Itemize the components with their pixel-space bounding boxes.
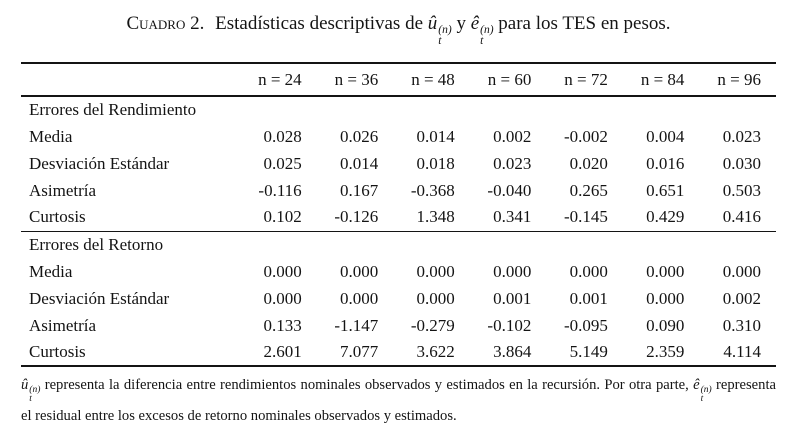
u-hat-scripts: [29, 386, 40, 404]
table-cell: 0.016: [646, 153, 685, 173]
empty-corner-cell: [21, 63, 240, 96]
table-cell: 0.000: [493, 261, 532, 281]
caption-text-after: para los TES en pesos.: [498, 13, 671, 34]
e-hat-subscript: t: [700, 394, 704, 404]
u-hat-symbol: [21, 373, 40, 404]
table-row: [21, 177, 776, 204]
table-cell: 0.429: [646, 207, 685, 227]
row-label: Curtosis: [29, 207, 86, 227]
table-cell: 0.023: [722, 126, 761, 146]
table-cell: 4.114: [723, 342, 761, 361]
footnote-text-2: representa el residual entre los excesos de retorno nominales observados y estimados.: [21, 377, 776, 424]
row-label: Media: [29, 261, 73, 281]
footnote-text-1: representa la diferencia entre rendimientos nominales observados y estimados en la recursión. Por otra parte,: [44, 377, 689, 393]
u-hat-superscript: (n): [29, 385, 41, 395]
table-cell: 0.090: [646, 315, 685, 335]
col-header-n96: n = 96: [717, 69, 761, 89]
table-cell: 0.004: [646, 126, 685, 146]
table-row: [21, 204, 776, 231]
table-cell: 0.023: [493, 153, 532, 173]
table-cell: 0.026: [339, 126, 379, 146]
table-cell: -0.368: [410, 180, 455, 200]
col-header-n60: n = 60: [487, 69, 532, 89]
e-hat-symbol: [693, 373, 712, 404]
table-cell: 0.265: [569, 180, 608, 200]
u-hat-subscript: t: [438, 35, 442, 47]
table-cell: 0.018: [416, 153, 455, 173]
table-cell: 0.014: [416, 126, 455, 146]
table-cell: 0.310: [722, 315, 761, 335]
table-cell: 0.000: [263, 288, 302, 308]
caption-label: Cuadro 2.: [126, 13, 205, 34]
table-cell: 0.341: [493, 207, 532, 227]
table-cell: 0.002: [493, 126, 532, 146]
row-label: Curtosis: [29, 342, 86, 361]
table-cell: 0.416: [722, 207, 761, 227]
e-hat-scripts: [701, 386, 712, 404]
table-cell: 0.000: [646, 288, 685, 308]
table-cell: 0.000: [722, 261, 761, 281]
col-header-n48: n = 48: [411, 69, 455, 89]
table-cell: 0.001: [569, 288, 608, 308]
table-row: [21, 150, 776, 177]
table-cell: 7.077: [339, 342, 379, 361]
table-cell: 0.503: [722, 180, 761, 200]
row-label: Asimetría: [29, 180, 97, 200]
table-footnote: [21, 373, 776, 429]
table-cell: 0.102: [263, 207, 302, 227]
col-header-n72: n = 72: [564, 69, 608, 89]
col-header-n84: n = 84: [640, 69, 685, 89]
section-title-retorno: Errores del Retorno: [29, 234, 164, 254]
table-cell: 0.000: [339, 261, 379, 281]
table-cell: 0.000: [646, 261, 685, 281]
e-hat-superscript: (n): [700, 385, 712, 395]
table-cell: 0.000: [416, 288, 455, 308]
table-header-row: [21, 63, 776, 96]
table-cell: 2.601: [263, 342, 302, 361]
table-cell: 3.864: [493, 342, 532, 361]
table-row: [21, 285, 776, 312]
table-cell: 0.651: [646, 180, 685, 200]
section-header-row: [21, 231, 776, 258]
table-row: [21, 258, 776, 285]
u-hat-subscript: t: [29, 394, 32, 404]
u-hat-symbol: [428, 11, 452, 47]
e-hat-symbol: [471, 11, 494, 47]
table-row: [21, 123, 776, 150]
table-cell: 0.002: [722, 288, 761, 308]
table-cell: -0.102: [487, 315, 532, 335]
table-row: [21, 312, 776, 339]
row-label: Desviación Estándar: [29, 288, 170, 308]
section-header-row: [21, 96, 776, 123]
e-hat-base: ê: [470, 13, 480, 34]
table-cell: -0.145: [563, 207, 608, 227]
table-cell: -0.126: [334, 207, 379, 227]
table-cell: 0.167: [339, 180, 379, 200]
table-cell: -0.116: [258, 180, 302, 200]
paper-page: [0, 11, 797, 429]
table-cell: -1.147: [334, 315, 379, 335]
table-caption: [21, 11, 776, 47]
col-header-n36: n = 36: [334, 69, 379, 89]
u-hat-base: û: [21, 377, 29, 393]
table-cell: -0.095: [563, 315, 608, 335]
table-cell: 0.133: [263, 315, 302, 335]
table-cell: 0.025: [263, 153, 302, 173]
row-label: Media: [29, 126, 73, 146]
table-cell: -0.002: [563, 126, 608, 146]
e-hat-superscript: (n): [480, 24, 494, 36]
section-title-rendimiento: Errores del Rendimiento: [29, 100, 197, 119]
table-cell: 0.020: [569, 153, 608, 173]
u-hat-scripts: [438, 25, 451, 47]
row-label: Asimetría: [29, 315, 97, 335]
table-cell: 3.622: [416, 342, 455, 361]
table-cell: 0.000: [263, 261, 302, 281]
table-cell: 0.028: [263, 126, 302, 146]
caption-conjunction: y: [456, 13, 466, 34]
table-cell: 0.001: [493, 288, 532, 308]
table-cell: 0.000: [416, 261, 455, 281]
table-cell: -0.040: [487, 180, 532, 200]
table-cell: 0.014: [339, 153, 379, 173]
table-cell: 2.359: [646, 342, 685, 361]
caption-text-before: Estadísticas descriptivas de: [215, 13, 424, 34]
table-cell: 0.000: [339, 288, 379, 308]
col-header-n24: n = 24: [258, 69, 302, 89]
table-cell: 0.000: [569, 261, 608, 281]
table-cell: -0.279: [410, 315, 455, 335]
u-hat-base: û: [427, 13, 438, 34]
row-label: Desviación Estándar: [29, 153, 170, 173]
e-hat-subscript: t: [480, 35, 484, 47]
table-cell: 0.030: [722, 153, 761, 173]
descriptive-stats-table: [21, 62, 776, 367]
table-row: [21, 339, 776, 366]
e-hat-base: ê: [693, 377, 700, 393]
e-hat-scripts: [480, 25, 493, 47]
table-cell: 5.149: [569, 342, 608, 361]
u-hat-superscript: (n): [438, 24, 452, 36]
table-cell: 1.348: [416, 207, 455, 227]
